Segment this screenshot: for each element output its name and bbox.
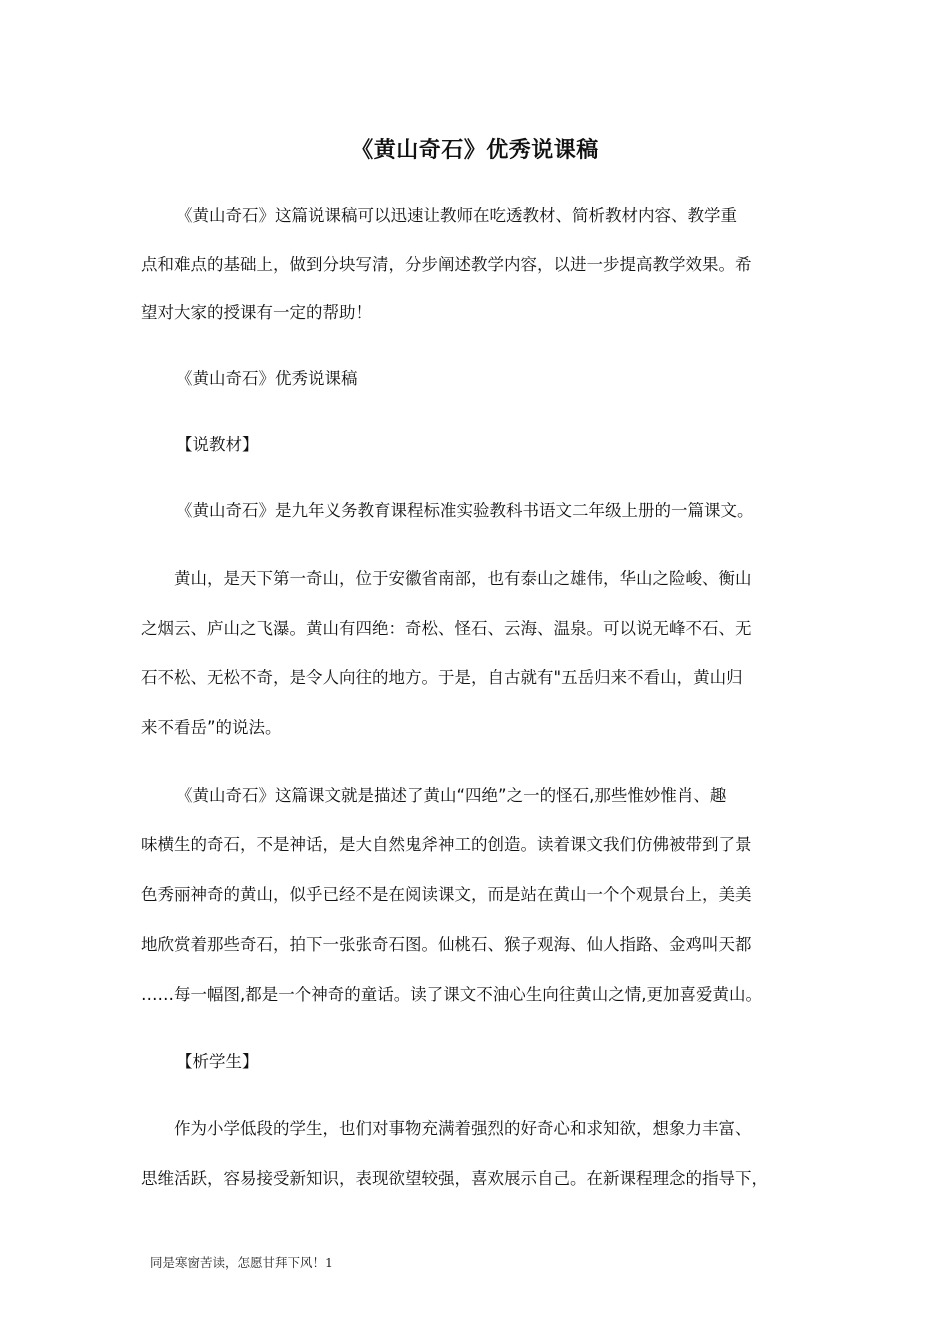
textbook-paragraph-1: 《黄山奇石》是九年义务教育课程标准实验教科书语文二年级上册的一篇课文。 [176, 501, 754, 520]
textbook-paragraph-2-line: 黄山，是天下第一奇山，位于安徽省南部，也有泰山之雄伟，华山之险峻、衡山 [174, 569, 752, 588]
intro-line: 《黄山奇石》这篇说课稿可以迅速让教师在吃透教材、简析教材内容、教学重 [176, 206, 737, 225]
intro-line: 望对大家的授课有一定的帮助！ [141, 303, 372, 322]
section-heading-textbook: 【说教材】 [176, 435, 259, 454]
textbook-paragraph-3-line: 色秀丽神奇的黄山，似乎已经不是在阅读课文，而是站在黄山一个个观景台上，美美 [141, 885, 752, 904]
textbook-paragraph-2-line: 来不看岳”的说法。 [141, 718, 282, 737]
page-footer: 同是寒窗苦读，怎愿甘拜下风！1 [150, 1255, 333, 1270]
textbook-paragraph-2-line: 之烟云、庐山之飞瀑。黄山有四绝：奇松、怪石、云海、温泉。可以说无峰不石、无 [141, 619, 752, 638]
students-paragraph-line: 思维活跃，容易接受新知识，表现欲望较强，喜欢展示自己。在新课程理念的指导下， [141, 1169, 768, 1188]
textbook-paragraph-3-line: 地欣赏着那些奇石，拍下一张张奇石图。仙桃石、猴子观海、仙人指路、金鸡叫天都 [141, 935, 752, 954]
subtitle: 《黄山奇石》优秀说课稿 [176, 369, 358, 388]
textbook-paragraph-3-line: 味横生的奇石，不是神话，是大自然鬼斧神工的创造。读着课文我们仿佛被带到了景 [141, 835, 752, 854]
textbook-paragraph-2-line: 石不松、无松不奇，是令人向往的地方。于是，自古就有"五岳归来不看山，黄山归 [141, 668, 743, 687]
textbook-paragraph-3-line: 《黄山奇石》这篇课文就是描述了黄山“四绝”之一的怪石,那些惟妙惟肖、趣 [176, 786, 727, 805]
textbook-paragraph-3-line: ……每一幅图,都是一个神奇的童话。读了课文不油心生向往黄山之情,更加喜爱黄山。 [141, 985, 762, 1004]
section-heading-students: 【析学生】 [176, 1052, 259, 1071]
intro-line: 点和难点的基础上，做到分块写清，分步阐述教学内容，以进一步提高教学效果。希 [141, 255, 752, 274]
document-title: 《黄山奇石》优秀说课稿 [351, 138, 599, 163]
students-paragraph-line: 作为小学低段的学生，也们对事物充满着强烈的好奇心和求知欲，想象力丰富、 [174, 1119, 752, 1138]
